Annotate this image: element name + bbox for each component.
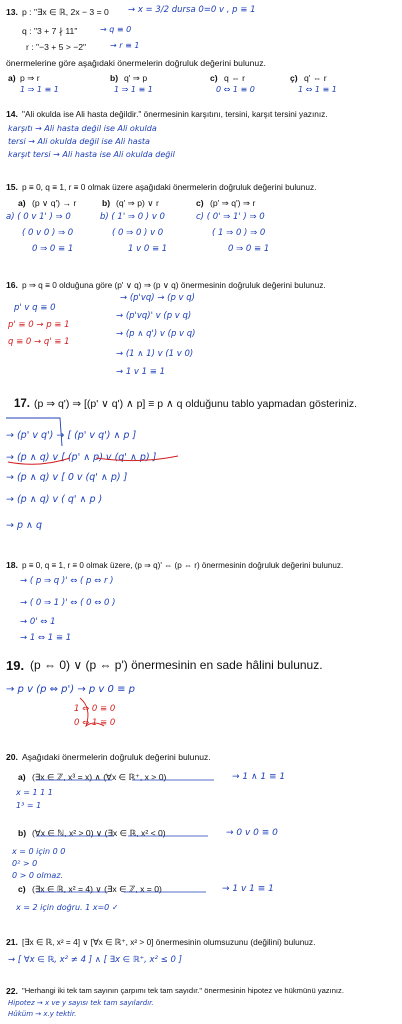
handwritten-line: → p ∧ q <box>6 520 43 531</box>
part-label: ç) <box>290 73 298 83</box>
premise-q: q : "3 + 7 ∤ 11" <box>22 26 78 36</box>
part-answer: 1 ⇒ 1 ≡ 1 <box>20 85 59 94</box>
part-label: b) <box>102 198 111 208</box>
question-number: 17. <box>14 398 30 410</box>
handwritten-line: tersi → Ali okulda değil ise Ali hasta <box>8 137 150 146</box>
question-text: p ≡ 0, q ≡ 1, r ≡ 0 olmak üzere aşağıdaki önermelerin doğruluk değerini bulunuz. <box>22 182 317 192</box>
part-label: b) <box>110 73 119 83</box>
handwritten-q: → q ≡ 0 <box>100 25 132 34</box>
handwritten-note: 0 > 0 olmaz. <box>12 871 64 880</box>
handwritten-line: → ( p ⇒ q )' ⇔ ( p ⇔ r ) <box>20 576 114 586</box>
instruction: önermelerine göre aşağıdaki önermelerin doğruluk değerini bulunuz. <box>6 58 266 68</box>
part-result: → 1 v 1 ≡ 1 <box>222 884 274 894</box>
part-label: c) <box>196 198 204 208</box>
handwritten-red-line: p' ≡ 0 → p ≡ 1 <box>8 320 70 330</box>
question-text: p ⇒ q ≡ 0 olduğuna göre (p' ∨ q) ⇒ (p ∨ q) önermesinin doğruluk değerini bulunuz. <box>22 280 326 290</box>
handwritten-line: ( 0 v 0 ) ⇒ 0 <box>22 228 74 238</box>
part-answer: 1 ⇔ 1 ≡ 1 <box>298 85 337 94</box>
premise-r: r : "−3 + 5 > −2" <box>26 42 87 52</box>
part-expr: (p ∨ q') → r <box>32 198 77 208</box>
handwritten-line: → (p ∧ q) v ( q' ∧ p ) <box>6 494 103 505</box>
part-result: → 1 ∧ 1 ≡ 1 <box>232 772 286 782</box>
handwritten-red-line: q ≡ 0 → q' ≡ 1 <box>8 337 70 347</box>
handwritten-line: b) ( 1' ⇒ 0 ) v 0 <box>100 212 165 222</box>
handwritten-line: 0 ⇒ 0 ≡ 1 <box>228 244 270 254</box>
question-text: p ≡ 0, q ≡ 1, r ≡ 0 olmak üzere, (p ⇒ q)' ⇔ (p ⇔ r) önermesinin doğruluk değerini bulunuz. <box>22 561 344 570</box>
handwritten-line: → (p ∧ q) v [ (p' ∧ p) v (q' ∧ p) ] <box>6 452 157 463</box>
question-number: 20. <box>6 752 18 762</box>
handwritten-line: Hüküm → x.y tektir. <box>8 1010 77 1018</box>
question-text: [∃x ∈ ℝ, x² = 4] ∨ [∀x ∈ ℝ⁺, x² > 0] önermesinin olumsuzunu (değilini) bulunuz. <box>22 937 316 947</box>
handwritten-note: x = 2 için doğru. 1 x=0 ✓ <box>16 903 119 912</box>
handwritten-note: 1³ = 1 <box>16 801 42 810</box>
handwritten-line: karşıt tersi → Ali hasta ise Ali okulda değil <box>8 150 175 159</box>
handwritten-line: → (p'vq) → (p v q) <box>120 293 195 303</box>
question-number: 14. <box>6 109 18 119</box>
part-answer: 0 ⇔ 1 ≡ 0 <box>216 85 255 94</box>
handwritten-line: ( 1 ⇒ 0 ) ⇒ 0 <box>212 228 266 238</box>
part-label: a) <box>18 198 26 208</box>
handwritten-line: → (p ∧ q') v (p v q) <box>116 329 196 339</box>
handwritten-line: → [ ∀x ∈ ℝ, x² ≠ 4 ] ∧ [ ∃x ∈ ℝ⁺, x² ≤ 0 ] <box>8 955 182 965</box>
part-expr: (∃x ∈ ℝ, x² = 4) ∨ (∃x ∈ ℤ, x = 0) <box>32 884 162 894</box>
premise-p: p : "∃x ∈ ℝ, 2x − 3 = 0 <box>22 7 109 17</box>
handwritten-r: → r ≡ 1 <box>110 41 140 50</box>
handwritten-p: → x = 3/2 dursa 0=0 v , p ≡ 1 <box>128 5 256 15</box>
handwritten-note: x = 0 için 0 0 <box>12 847 66 856</box>
handwritten-note: x = 1 1 1 <box>16 788 53 797</box>
handwritten-line: → 1 ⇔ 1 ≡ 1 <box>20 633 72 643</box>
part-expr: q ⇔ r <box>224 73 246 83</box>
part-label: a) <box>8 73 16 83</box>
question-text: "Herhangi iki tek tam sayının çarpımı tek tam sayıdır." önermesinin hipotez ve hükmünü yazınız. <box>22 986 344 995</box>
part-expr: p ⇒ r <box>20 73 40 83</box>
handwritten-line: 0 ⇒ 0 ≡ 1 <box>32 244 74 254</box>
part-expr: q' ⇒ p <box>124 73 148 83</box>
part-label: c) <box>210 73 218 83</box>
question-text: Aşağıdaki önermelerin doğruluk değerini bulunuz. <box>22 752 211 762</box>
handwritten-red-line: 0 ⇔ 1 ≡ 0 <box>74 718 116 728</box>
handwritten-line: c) ( 0' ⇒ 1' ) ⇒ 0 <box>196 212 265 222</box>
handwritten-line: → p v (p ⇔ p') → p v 0 ≡ p <box>6 684 135 695</box>
question-text: (p ⇔ 0) ∨ (p ⇔ p') önermesinin en sade hâlini bulunuz. <box>30 658 323 672</box>
handwritten-line: karşıtı → Ali hasta değil ise Ali okulda <box>8 124 157 133</box>
handwritten-line: 1 v 0 ≡ 1 <box>128 244 168 254</box>
part-label: c) <box>18 884 26 894</box>
handwritten-line: → 1 v 1 ≡ 1 <box>116 367 166 377</box>
question-number: 15. <box>6 182 18 192</box>
handwritten-line: a) ( 0 v 1' ) ⇒ 0 <box>6 212 71 222</box>
handwritten-line: p' v q ≡ 0 <box>14 303 56 313</box>
question-number: 16. <box>6 280 18 290</box>
part-expr: (∀x ∈ ℕ, x² > 0) ∨ (∃x ∈ ℝ, x² < 0) <box>32 828 166 838</box>
part-expr: (∃x ∈ ℤ, x³ = x) ∧ (∀x ∈ ℝ⁺, x > 0) <box>32 772 167 782</box>
question-number: 13. <box>6 7 18 17</box>
handwritten-red-line: 1 ⇔ 0 ≡ 0 <box>74 704 116 714</box>
part-expr: (p' ⇒ q') ⇒ r <box>210 198 256 208</box>
handwritten-line: → (p'vq)' v (p v q) <box>116 311 192 321</box>
part-label: a) <box>18 772 26 782</box>
handwritten-line: Hipotez → x ve y sayısı tek tam sayılardır. <box>8 999 154 1007</box>
question-text: "Ali okulda ise Ali hasta değildir." önermesinin karşıtını, tersini, karşıt tersini yazınız. <box>22 109 328 119</box>
part-expr: q' ⇔ r <box>304 73 327 83</box>
handwritten-note: 0² > 0 <box>12 859 38 868</box>
handwritten-line: ( 0 ⇒ 0 ) v 0 <box>112 228 164 238</box>
handwritten-line: → (p' v q') → [ (p' v q') ∧ p ] <box>6 430 137 441</box>
handwritten-line: → 0' ⇔ 1 <box>20 617 56 627</box>
question-number: 22. <box>6 986 18 996</box>
part-answer: 1 ⇒ 1 ≡ 1 <box>114 85 153 94</box>
part-result: → 0 v 0 ≡ 0 <box>226 828 278 838</box>
question-number: 19. <box>6 658 25 673</box>
handwritten-line: → (1 ∧ 1) v (1 v 0) <box>116 349 194 359</box>
question-text: (p ⇒ q') ⇒ [(p' ∨ q') ∧ p] ≡ p ∧ q olduğunu tablo yapmadan gösteriniz. <box>34 398 358 410</box>
question-number: 18. <box>6 560 18 570</box>
handwritten-line: → ( 0 ⇒ 1 )' ⇔ ( 0 ⇔ 0 ) <box>20 598 116 608</box>
question-number: 21. <box>6 937 18 947</box>
part-label: b) <box>18 828 27 838</box>
part-expr: (q' ⇒ p) ∨ r <box>116 198 159 208</box>
handwritten-line: → (p ∧ q) v [ 0 v (q' ∧ p) ] <box>6 472 128 483</box>
